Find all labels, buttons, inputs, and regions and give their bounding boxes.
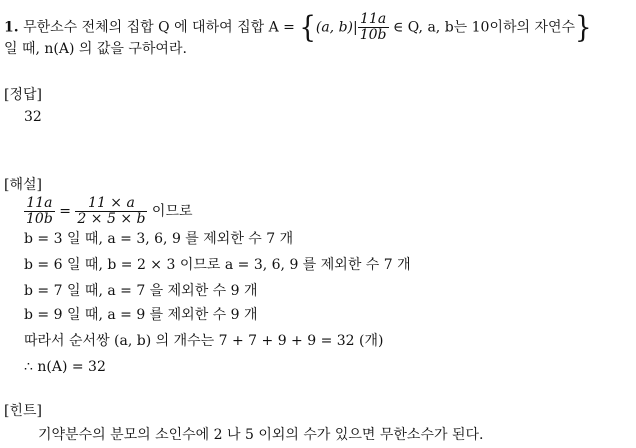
hint-header: [힌트] (4, 403, 42, 419)
set-pair: (a, b)| (315, 19, 358, 36)
fraction-denominator: 10b (359, 27, 387, 43)
answer-value: 32 (24, 109, 42, 125)
solution-equation (24, 196, 193, 227)
equation-suffix: 이므로 (151, 203, 193, 220)
solution-conclusion: ∴ n(A) = 32 (24, 359, 106, 375)
set-close-brace: } (575, 10, 592, 45)
right-numerator: 11 × a (75, 196, 147, 212)
problem-line-2: 일 때, n(A) 의 값을 구하여라. (4, 41, 187, 57)
problem-line-1 (4, 12, 592, 43)
solution-fraction-right (75, 196, 147, 227)
solution-header: [해설] (4, 177, 42, 193)
problem-number: 1. (4, 19, 19, 36)
solution-line: b = 9 일 때, a = 9 를 제외한 수 9 개 (24, 307, 258, 323)
left-denominator: 10b (26, 211, 53, 227)
problem-fraction (358, 12, 389, 43)
left-numerator: 11a (24, 196, 55, 212)
solution-fraction-left (24, 196, 55, 227)
hint-text: 기약분수의 분모의 소인수에 2 나 5 이외의 수가 있으면 무한소수가 된다. (38, 427, 484, 443)
set-open-brace: { (299, 10, 316, 45)
equals-sign: = (59, 203, 71, 220)
set-condition: ∈ Q, a, b는 10이하의 자연수 (392, 19, 576, 36)
solution-line: b = 7 일 때, a = 7 을 제외한 수 9 개 (24, 283, 258, 299)
solution-line: b = 3 일 때, a = 3, 6, 9 를 제외한 수 7 개 (24, 231, 294, 247)
fraction-numerator: 11a (358, 12, 389, 28)
problem-text: 무한소수 전체의 집합 Q 에 대하여 집합 A = (23, 19, 295, 36)
solution-line: 따라서 순서쌍 (a, b) 의 개수는 7 + 7 + 9 + 9 = 32 (개) (24, 333, 384, 349)
solution-line: b = 6 일 때, b = 2 × 3 이므로 a = 3, 6, 9 를 제외한 수 7 개 (24, 257, 411, 273)
right-denominator: 2 × 5 × b (77, 211, 146, 227)
answer-header: [정답] (4, 87, 42, 103)
